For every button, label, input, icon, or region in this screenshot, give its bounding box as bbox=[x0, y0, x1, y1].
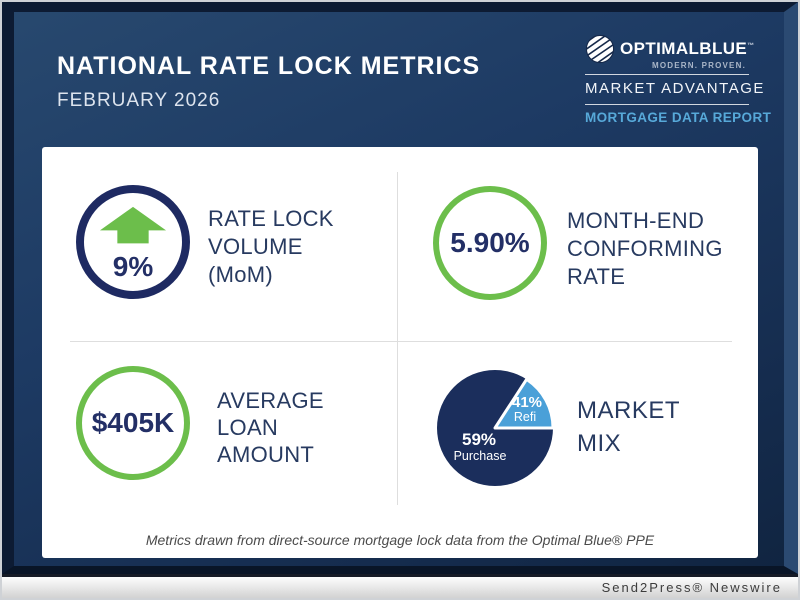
vertical-divider bbox=[397, 172, 398, 505]
footnote: Metrics drawn from direct-source mortgage lock data from the Optimal Blue® PPE bbox=[145, 532, 655, 548]
page-title: NATIONAL RATE LOCK METRICS bbox=[57, 52, 481, 80]
average-loan-label bbox=[217, 387, 324, 468]
horizontal-divider bbox=[70, 341, 732, 342]
market-mix-label bbox=[577, 394, 680, 460]
pie-purchase-label: Purchase bbox=[453, 449, 507, 463]
metric-label-line: MARKET bbox=[577, 397, 681, 424]
up-arrow-icon bbox=[95, 206, 171, 251]
metric-label-line: (MoM) bbox=[208, 262, 274, 287]
metric-label-line: RATE LOCK bbox=[208, 206, 334, 231]
average-loan-value: $405K bbox=[91, 407, 175, 438]
market-mix-pie-chart bbox=[433, 366, 557, 490]
metric-label-line: LOAN bbox=[217, 415, 279, 440]
rate-lock-volume-badge bbox=[76, 185, 190, 299]
pie-refi-percent: 41% bbox=[511, 394, 543, 411]
metric-label-line: AMOUNT bbox=[217, 442, 315, 467]
optimal-blue-globe-icon bbox=[585, 34, 615, 64]
metric-label-line: VOLUME bbox=[208, 234, 303, 259]
credit-text: Send2Press® Newswire bbox=[601, 580, 782, 595]
brand-wordmark bbox=[620, 39, 755, 59]
brand-divider-top bbox=[585, 74, 749, 75]
metric-label-line: MONTH-END bbox=[567, 208, 705, 233]
metric-label-line: RATE bbox=[567, 264, 626, 289]
brand-logo-row bbox=[585, 34, 755, 64]
conforming-rate-value: 5.90% bbox=[450, 227, 530, 258]
brand-tagline: MODERN. PROVEN. bbox=[651, 61, 746, 70]
conforming-rate-badge bbox=[433, 186, 547, 300]
attribution-bar bbox=[2, 574, 798, 598]
market-advantage-label: MARKET ADVANTAGE bbox=[585, 80, 765, 97]
brand-divider-bottom bbox=[585, 104, 749, 105]
conforming-rate-label bbox=[567, 207, 723, 291]
rate-lock-volume-label bbox=[208, 205, 334, 289]
metric-label-line: CONFORMING bbox=[567, 236, 723, 261]
report-month: FEBRUARY 2026 bbox=[57, 90, 221, 111]
trademark-symbol: ™ bbox=[747, 42, 755, 50]
mortgage-data-report-label: MORTGAGE DATA REPORT bbox=[585, 110, 772, 125]
pie-refi-label: Refi bbox=[513, 410, 537, 424]
average-loan-badge bbox=[76, 366, 190, 480]
pie-purchase-percent: 59% bbox=[461, 430, 497, 449]
rate-lock-volume-value: 9% bbox=[112, 251, 154, 282]
metric-label-line: AVERAGE bbox=[217, 388, 324, 413]
metric-label-line: MIX bbox=[577, 430, 622, 457]
metrics-card bbox=[42, 147, 758, 558]
brand-wordmark-text: OPTIMALBLUE bbox=[620, 39, 748, 58]
